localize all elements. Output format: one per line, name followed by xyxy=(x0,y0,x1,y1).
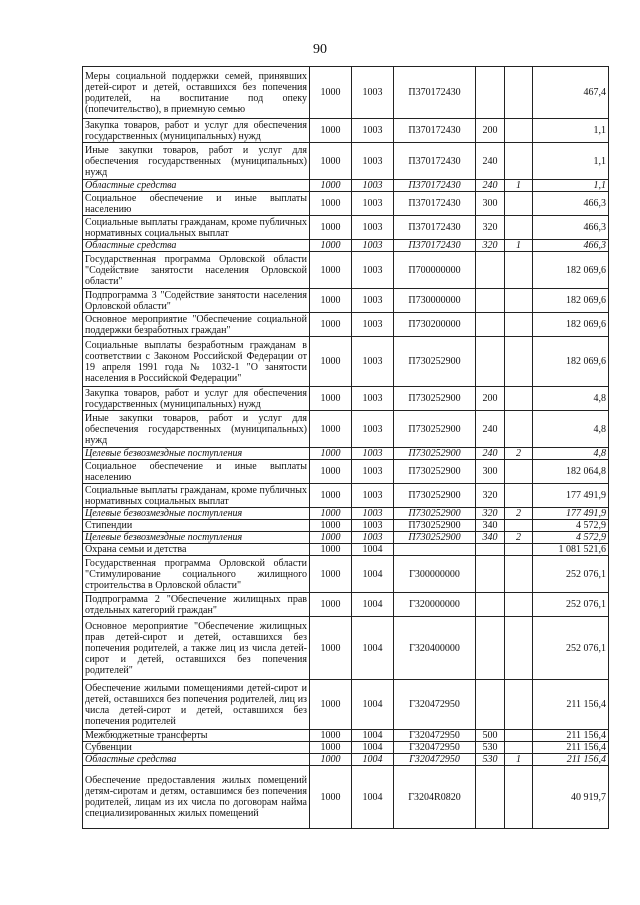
row-name: Основное мероприятие "Обеспечение социальной поддержки безработных граждан" xyxy=(83,313,310,337)
row-target-article: П370172430 xyxy=(394,216,476,240)
row-amount: 211 156,4 xyxy=(533,680,609,730)
row-funding-source: 1 xyxy=(505,240,533,252)
row-amount: 467,4 xyxy=(533,67,609,119)
table-row xyxy=(83,508,609,520)
row-subsection: 1003 xyxy=(352,411,394,448)
table-row xyxy=(83,460,609,484)
row-funding-source xyxy=(505,593,533,617)
row-name: Социальные выплаты гражданам, кроме публичных нормативных социальных выплат xyxy=(83,484,310,508)
row-target-article: П730252900 xyxy=(394,484,476,508)
row-subsection: 1003 xyxy=(352,337,394,387)
table-row xyxy=(83,520,609,532)
row-target-article: П730252900 xyxy=(394,460,476,484)
row-subsection: 1003 xyxy=(352,448,394,460)
row-subsection: 1004 xyxy=(352,754,394,766)
table-row xyxy=(83,192,609,216)
table-row xyxy=(83,593,609,617)
row-amount: 4,8 xyxy=(533,448,609,460)
row-name: Стипендии xyxy=(83,520,310,532)
budget-table xyxy=(82,66,609,829)
table-row xyxy=(83,754,609,766)
row-subsection: 1003 xyxy=(352,240,394,252)
row-amount: 466,3 xyxy=(533,216,609,240)
row-section: 1000 xyxy=(310,411,352,448)
row-expense-type: 240 xyxy=(476,411,505,448)
row-name: Подпрограмма 2 "Обеспечение жилищных прав отдельных категорий граждан" xyxy=(83,593,310,617)
row-amount: 1,1 xyxy=(533,143,609,180)
row-subsection: 1003 xyxy=(352,180,394,192)
row-funding-source xyxy=(505,766,533,829)
row-expense-type xyxy=(476,313,505,337)
row-name: Государственная программа Орловской области "Содействие занятости населения Орловской области" xyxy=(83,252,310,289)
row-section: 1000 xyxy=(310,67,352,119)
table-row xyxy=(83,448,609,460)
row-expense-type xyxy=(476,680,505,730)
row-name: Охрана семьи и детства xyxy=(83,544,310,556)
row-expense-type: 200 xyxy=(476,387,505,411)
row-name: Социальные выплаты гражданам, кроме публичных нормативных социальных выплат xyxy=(83,216,310,240)
row-amount: 1 081 521,6 xyxy=(533,544,609,556)
row-expense-type: 300 xyxy=(476,192,505,216)
row-amount: 182 069,6 xyxy=(533,252,609,289)
row-subsection: 1003 xyxy=(352,67,394,119)
row-amount: 177 491,9 xyxy=(533,508,609,520)
row-target-article: П370172430 xyxy=(394,240,476,252)
row-section: 1000 xyxy=(310,617,352,680)
table-row xyxy=(83,240,609,252)
row-funding-source xyxy=(505,313,533,337)
row-name: Основное мероприятие "Обеспечение жилищных прав детей-сирот и детей, оставшихся без попечения родителей, а также лиц из числа детей-сирот и детей, оставшихся без попечения родителей" xyxy=(83,617,310,680)
row-expense-type: 340 xyxy=(476,520,505,532)
row-section: 1000 xyxy=(310,119,352,143)
row-subsection: 1003 xyxy=(352,484,394,508)
row-subsection: 1003 xyxy=(352,119,394,143)
row-target-article: П730252900 xyxy=(394,532,476,544)
row-amount: 182 069,6 xyxy=(533,289,609,313)
row-name: Закупка товаров, работ и услуг для обеспечения государственных (муниципальных) нужд xyxy=(83,387,310,411)
row-expense-type: 320 xyxy=(476,216,505,240)
row-section: 1000 xyxy=(310,387,352,411)
row-target-article: П370172430 xyxy=(394,143,476,180)
row-section: 1000 xyxy=(310,556,352,593)
row-name: Закупка товаров, работ и услуг для обеспечения государственных (муниципальных) нужд xyxy=(83,119,310,143)
row-amount: 4,8 xyxy=(533,387,609,411)
row-name: Государственная программа Орловской области "Стимулирование социального жилищного строительства в Орловской области" xyxy=(83,556,310,593)
row-amount: 211 156,4 xyxy=(533,754,609,766)
row-expense-type xyxy=(476,289,505,313)
row-funding-source xyxy=(505,460,533,484)
table-row xyxy=(83,387,609,411)
row-expense-type xyxy=(476,252,505,289)
row-subsection: 1004 xyxy=(352,680,394,730)
row-amount: 1,1 xyxy=(533,180,609,192)
row-amount: 1,1 xyxy=(533,119,609,143)
row-target-article: Г320400000 xyxy=(394,617,476,680)
row-expense-type xyxy=(476,337,505,387)
row-funding-source xyxy=(505,730,533,742)
row-expense-type xyxy=(476,67,505,119)
row-amount: 4 572,9 xyxy=(533,520,609,532)
row-amount: 466,3 xyxy=(533,192,609,216)
row-section: 1000 xyxy=(310,460,352,484)
row-target-article: П370172430 xyxy=(394,180,476,192)
row-section: 1000 xyxy=(310,143,352,180)
row-funding-source xyxy=(505,617,533,680)
row-target-article: П730252900 xyxy=(394,448,476,460)
row-funding-source: 2 xyxy=(505,532,533,544)
row-section: 1000 xyxy=(310,593,352,617)
row-expense-type xyxy=(476,556,505,593)
table-row xyxy=(83,252,609,289)
row-name: Обеспечение предоставления жилых помещений детям-сиротам и детям, оставшимся без попечения родителей, лицам из их числа по договорам найма специализированных жилых помещений xyxy=(83,766,310,829)
table-row xyxy=(83,180,609,192)
row-subsection: 1003 xyxy=(352,192,394,216)
row-expense-type: 340 xyxy=(476,532,505,544)
row-name: Целевые безвозмездные поступления xyxy=(83,508,310,520)
row-target-article: Г320472950 xyxy=(394,754,476,766)
row-amount: 252 076,1 xyxy=(533,556,609,593)
row-target-article: Г320000000 xyxy=(394,593,476,617)
row-expense-type xyxy=(476,766,505,829)
row-subsection: 1004 xyxy=(352,742,394,754)
row-funding-source xyxy=(505,67,533,119)
row-funding-source: 1 xyxy=(505,180,533,192)
row-expense-type xyxy=(476,544,505,556)
row-section: 1000 xyxy=(310,240,352,252)
row-expense-type: 240 xyxy=(476,448,505,460)
table-row xyxy=(83,67,609,119)
row-funding-source xyxy=(505,289,533,313)
table-row xyxy=(83,532,609,544)
row-funding-source xyxy=(505,411,533,448)
row-expense-type: 240 xyxy=(476,180,505,192)
row-section: 1000 xyxy=(310,313,352,337)
row-section: 1000 xyxy=(310,544,352,556)
row-expense-type: 240 xyxy=(476,143,505,180)
row-subsection: 1004 xyxy=(352,766,394,829)
row-section: 1000 xyxy=(310,680,352,730)
table-row xyxy=(83,680,609,730)
row-subsection: 1004 xyxy=(352,593,394,617)
row-funding-source xyxy=(505,216,533,240)
row-funding-source xyxy=(505,119,533,143)
table-row xyxy=(83,484,609,508)
row-expense-type xyxy=(476,593,505,617)
row-expense-type: 530 xyxy=(476,742,505,754)
row-subsection: 1003 xyxy=(352,289,394,313)
table-row xyxy=(83,216,609,240)
row-section: 1000 xyxy=(310,508,352,520)
row-expense-type: 500 xyxy=(476,730,505,742)
row-subsection: 1003 xyxy=(352,313,394,337)
table-row xyxy=(83,289,609,313)
row-section: 1000 xyxy=(310,532,352,544)
row-section: 1000 xyxy=(310,180,352,192)
row-section: 1000 xyxy=(310,216,352,240)
row-target-article: П730252900 xyxy=(394,411,476,448)
row-name: Социальные выплаты безработным гражданам в соответствии с Законом Российской Федерации от 19 апреля 1991 года № 1032-1 "О занятости населения в Российской Федерации" xyxy=(83,337,310,387)
row-target-article: Г300000000 xyxy=(394,556,476,593)
row-target-article: П730252900 xyxy=(394,387,476,411)
row-target-article: П730200000 xyxy=(394,313,476,337)
row-funding-source xyxy=(505,192,533,216)
row-subsection: 1003 xyxy=(352,387,394,411)
row-amount: 182 069,6 xyxy=(533,313,609,337)
row-funding-source xyxy=(505,556,533,593)
row-name: Целевые безвозмездные поступления xyxy=(83,448,310,460)
row-name: Областные средства xyxy=(83,180,310,192)
row-funding-source xyxy=(505,252,533,289)
row-target-article: П370172430 xyxy=(394,119,476,143)
row-expense-type: 320 xyxy=(476,484,505,508)
row-section: 1000 xyxy=(310,754,352,766)
row-section: 1000 xyxy=(310,730,352,742)
row-section: 1000 xyxy=(310,289,352,313)
row-subsection: 1003 xyxy=(352,252,394,289)
row-name: Меры социальной поддержки семей, принявших детей-сирот и детей, оставшихся без попечения родителей, на воспитание под опеку (попечительство), в приемную семью xyxy=(83,67,310,119)
row-target-article: П370172430 xyxy=(394,67,476,119)
row-subsection: 1004 xyxy=(352,617,394,680)
row-target-article: П370172430 xyxy=(394,192,476,216)
row-amount: 252 076,1 xyxy=(533,593,609,617)
table-row xyxy=(83,313,609,337)
row-name: Областные средства xyxy=(83,240,310,252)
row-target-article: П730252900 xyxy=(394,520,476,532)
table-row xyxy=(83,556,609,593)
row-name: Подпрограмма 3 "Содействие занятости населения Орловской области" xyxy=(83,289,310,313)
table-row xyxy=(83,730,609,742)
row-funding-source xyxy=(505,742,533,754)
row-expense-type: 300 xyxy=(476,460,505,484)
table-row xyxy=(83,119,609,143)
row-name: Социальное обеспечение и иные выплаты населению xyxy=(83,192,310,216)
row-expense-type: 200 xyxy=(476,119,505,143)
row-funding-source: 2 xyxy=(505,508,533,520)
row-amount: 466,3 xyxy=(533,240,609,252)
row-funding-source xyxy=(505,680,533,730)
row-subsection: 1003 xyxy=(352,216,394,240)
row-target-article: Г320472950 xyxy=(394,680,476,730)
row-name: Областные средства xyxy=(83,754,310,766)
row-section: 1000 xyxy=(310,742,352,754)
row-subsection: 1004 xyxy=(352,730,394,742)
row-section: 1000 xyxy=(310,448,352,460)
row-name: Иные закупки товаров, работ и услуг для обеспечения государственных (муниципальных) нужд xyxy=(83,143,310,180)
row-target-article: П730252900 xyxy=(394,508,476,520)
row-amount: 252 076,1 xyxy=(533,617,609,680)
table-row xyxy=(83,143,609,180)
row-subsection: 1003 xyxy=(352,520,394,532)
row-funding-source xyxy=(505,544,533,556)
row-name: Целевые безвозмездные поступления xyxy=(83,532,310,544)
row-amount: 4 572,9 xyxy=(533,532,609,544)
row-name: Субвенции xyxy=(83,742,310,754)
row-section: 1000 xyxy=(310,337,352,387)
row-subsection: 1003 xyxy=(352,508,394,520)
row-amount: 177 491,9 xyxy=(533,484,609,508)
row-funding-source xyxy=(505,337,533,387)
row-subsection: 1003 xyxy=(352,460,394,484)
row-section: 1000 xyxy=(310,766,352,829)
row-name: Социальное обеспечение и иные выплаты населению xyxy=(83,460,310,484)
row-funding-source xyxy=(505,387,533,411)
table-row xyxy=(83,742,609,754)
row-subsection: 1004 xyxy=(352,556,394,593)
row-funding-source: 1 xyxy=(505,754,533,766)
row-subsection: 1003 xyxy=(352,532,394,544)
row-section: 1000 xyxy=(310,252,352,289)
table-row xyxy=(83,544,609,556)
row-amount: 211 156,4 xyxy=(533,730,609,742)
row-name: Обеспечение жилыми помещениями детей-сирот и детей, оставшихся без попечения родителей, лиц из числа детей-сирот и детей, оставшихся без попечения родителей xyxy=(83,680,310,730)
row-funding-source xyxy=(505,484,533,508)
page-number: 90 xyxy=(313,42,327,57)
table-row xyxy=(83,411,609,448)
row-target-article: П700000000 xyxy=(394,252,476,289)
row-expense-type: 320 xyxy=(476,240,505,252)
row-funding-source xyxy=(505,143,533,180)
row-name: Межбюджетные трансферты xyxy=(83,730,310,742)
row-target-article: Г320472950 xyxy=(394,742,476,754)
table-row xyxy=(83,617,609,680)
row-amount: 4,8 xyxy=(533,411,609,448)
row-target-article: Г3204R0820 xyxy=(394,766,476,829)
row-amount: 182 069,6 xyxy=(533,337,609,387)
table-row xyxy=(83,337,609,387)
row-target-article: П730000000 xyxy=(394,289,476,313)
row-target-article: П730252900 xyxy=(394,337,476,387)
row-subsection: 1004 xyxy=(352,544,394,556)
row-section: 1000 xyxy=(310,484,352,508)
row-section: 1000 xyxy=(310,520,352,532)
row-funding-source xyxy=(505,520,533,532)
row-expense-type: 320 xyxy=(476,508,505,520)
table-row xyxy=(83,766,609,829)
row-name: Иные закупки товаров, работ и услуг для обеспечения государственных (муниципальных) нужд xyxy=(83,411,310,448)
row-amount: 211 156,4 xyxy=(533,742,609,754)
row-target-article xyxy=(394,544,476,556)
row-subsection: 1003 xyxy=(352,143,394,180)
row-amount: 182 064,8 xyxy=(533,460,609,484)
row-expense-type xyxy=(476,617,505,680)
row-target-article: Г320472950 xyxy=(394,730,476,742)
row-section: 1000 xyxy=(310,192,352,216)
row-amount: 40 919,7 xyxy=(533,766,609,829)
row-funding-source: 2 xyxy=(505,448,533,460)
row-expense-type: 530 xyxy=(476,754,505,766)
